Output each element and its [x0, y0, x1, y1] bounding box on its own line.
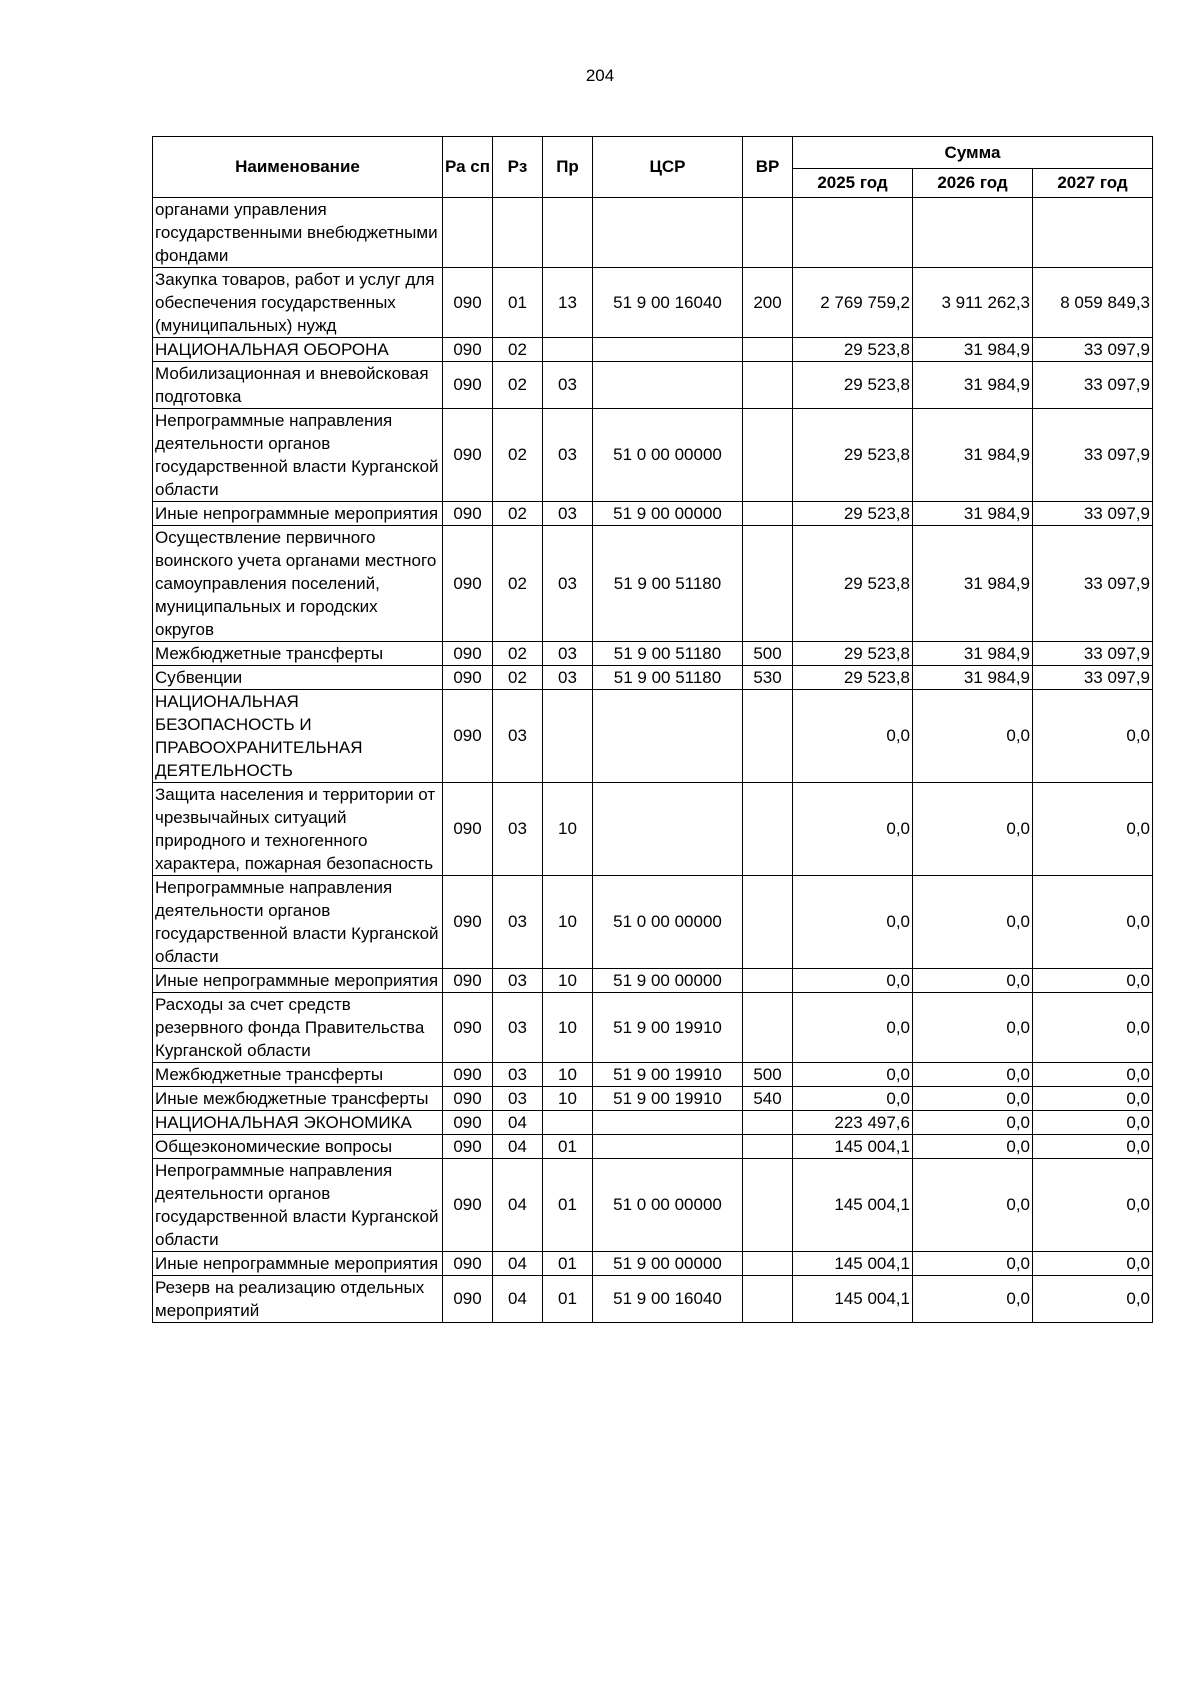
- row-amount-2025: 0,0: [793, 1063, 913, 1087]
- table-row: [153, 362, 1153, 409]
- row-amount-2026: 0,0: [913, 993, 1033, 1063]
- row-pr: 10: [543, 1063, 593, 1087]
- row-name: НАЦИОНАЛЬНАЯ ОБОРОНА: [153, 338, 443, 362]
- table-row: [153, 1063, 1153, 1087]
- row-pr: 01: [543, 1276, 593, 1323]
- row-amount-2027: 33 097,9: [1033, 338, 1153, 362]
- row-csr: 51 0 00 00000: [593, 409, 743, 502]
- row-csr: 51 9 00 19910: [593, 1063, 743, 1087]
- row-pr: 10: [543, 969, 593, 993]
- header-pr: Пр: [543, 137, 593, 198]
- row-pr: 10: [543, 993, 593, 1063]
- budget-table: [152, 136, 1153, 1323]
- row-amount-2027: 0,0: [1033, 1159, 1153, 1252]
- row-amount-2025: 145 004,1: [793, 1135, 913, 1159]
- row-name: Резерв на реализацию отдельных мероприятий: [153, 1276, 443, 1323]
- row-amount-2026: 0,0: [913, 1252, 1033, 1276]
- row-amount-2026: 0,0: [913, 1087, 1033, 1111]
- row-vr: [743, 362, 793, 409]
- row-name: НАЦИОНАЛЬНАЯ ЭКОНОМИКА: [153, 1111, 443, 1135]
- row-amount-2026: 0,0: [913, 783, 1033, 876]
- row-amount-2027: 0,0: [1033, 1111, 1153, 1135]
- row-pr: [543, 1111, 593, 1135]
- row-amount-2025: 29 523,8: [793, 409, 913, 502]
- row-rz: 03: [493, 1087, 543, 1111]
- row-rz: 04: [493, 1252, 543, 1276]
- row-name: Защита населения и территории от чрезвычайных ситуаций природного и техногенного характера, пожарная безопасность: [153, 783, 443, 876]
- row-rz: 02: [493, 338, 543, 362]
- row-amount-2027: 8 059 849,3: [1033, 268, 1153, 338]
- row-amount-2026: 31 984,9: [913, 362, 1033, 409]
- row-rasp: 090: [443, 690, 493, 783]
- row-amount-2025: [793, 198, 913, 268]
- row-amount-2026: 31 984,9: [913, 338, 1033, 362]
- row-amount-2025: 0,0: [793, 690, 913, 783]
- row-amount-2027: [1033, 198, 1153, 268]
- row-rasp: 090: [443, 1063, 493, 1087]
- row-amount-2025: 0,0: [793, 993, 913, 1063]
- row-pr: 10: [543, 876, 593, 969]
- row-name: Общеэкономические вопросы: [153, 1135, 443, 1159]
- row-vr: [743, 1252, 793, 1276]
- row-amount-2026: 0,0: [913, 690, 1033, 783]
- row-rasp: 090: [443, 1276, 493, 1323]
- row-amount-2027: 33 097,9: [1033, 666, 1153, 690]
- row-vr: 500: [743, 642, 793, 666]
- row-name: Иные непрограммные мероприятия: [153, 969, 443, 993]
- row-amount-2025: 145 004,1: [793, 1252, 913, 1276]
- table-row: [153, 642, 1153, 666]
- row-rasp: 090: [443, 1252, 493, 1276]
- row-pr: 03: [543, 666, 593, 690]
- table-body: [153, 198, 1153, 1323]
- header-sum: Сумма: [793, 137, 1153, 169]
- row-amount-2025: 29 523,8: [793, 526, 913, 642]
- row-vr: [743, 876, 793, 969]
- row-rasp: 090: [443, 642, 493, 666]
- header-csr: ЦСР: [593, 137, 743, 198]
- table-row: [153, 690, 1153, 783]
- row-rz: 03: [493, 783, 543, 876]
- row-vr: 500: [743, 1063, 793, 1087]
- row-pr: 01: [543, 1252, 593, 1276]
- row-amount-2026: 0,0: [913, 1063, 1033, 1087]
- row-name: Иные непрограммные мероприятия: [153, 1252, 443, 1276]
- row-name: Закупка товаров, работ и услуг для обеспечения государственных (муниципальных) нужд: [153, 268, 443, 338]
- row-pr: 01: [543, 1135, 593, 1159]
- page-number: 204: [585, 66, 615, 85]
- row-name: Субвенции: [153, 666, 443, 690]
- row-pr: 03: [543, 526, 593, 642]
- row-amount-2025: 0,0: [793, 876, 913, 969]
- row-csr: [593, 1111, 743, 1135]
- row-name: органами управления государственными внебюджетными фондами: [153, 198, 443, 268]
- row-amount-2026: 31 984,9: [913, 666, 1033, 690]
- row-amount-2026: 3 911 262,3: [913, 268, 1033, 338]
- row-vr: [743, 993, 793, 1063]
- row-amount-2027: 33 097,9: [1033, 409, 1153, 502]
- row-amount-2025: 29 523,8: [793, 666, 913, 690]
- row-vr: [743, 969, 793, 993]
- row-vr: [743, 1135, 793, 1159]
- row-vr: [743, 1111, 793, 1135]
- row-amount-2027: 0,0: [1033, 690, 1153, 783]
- table-row: [153, 1159, 1153, 1252]
- row-amount-2027: 0,0: [1033, 783, 1153, 876]
- table-row: [153, 1111, 1153, 1135]
- row-name: Непрограммные направления деятельности органов государственной власти Курганской области: [153, 1159, 443, 1252]
- row-name: Межбюджетные трансферты: [153, 642, 443, 666]
- row-name: Иные межбюджетные трансферты: [153, 1087, 443, 1111]
- header-year-2027: 2027 год: [1033, 169, 1153, 198]
- row-csr: 51 9 00 51180: [593, 526, 743, 642]
- row-rz: 04: [493, 1135, 543, 1159]
- row-vr: [743, 502, 793, 526]
- header-vr: ВР: [743, 137, 793, 198]
- table-header: [153, 137, 1153, 198]
- row-rz: 02: [493, 502, 543, 526]
- row-vr: [743, 690, 793, 783]
- row-amount-2027: 0,0: [1033, 1252, 1153, 1276]
- row-amount-2027: 0,0: [1033, 1087, 1153, 1111]
- row-rz: 02: [493, 642, 543, 666]
- row-rz: 01: [493, 268, 543, 338]
- row-amount-2027: 33 097,9: [1033, 502, 1153, 526]
- header-year-2025: 2025 год: [793, 169, 913, 198]
- row-name: Межбюджетные трансферты: [153, 1063, 443, 1087]
- table-row: [153, 1276, 1153, 1323]
- row-amount-2026: 31 984,9: [913, 502, 1033, 526]
- row-vr: [743, 409, 793, 502]
- row-rasp: 090: [443, 1135, 493, 1159]
- row-amount-2026: 0,0: [913, 1159, 1033, 1252]
- row-amount-2027: 0,0: [1033, 1063, 1153, 1087]
- row-amount-2025: 0,0: [793, 969, 913, 993]
- row-csr: [593, 338, 743, 362]
- table-row: [153, 409, 1153, 502]
- row-amount-2027: 33 097,9: [1033, 526, 1153, 642]
- row-rasp: 090: [443, 666, 493, 690]
- row-amount-2027: 33 097,9: [1033, 642, 1153, 666]
- table-row: [153, 338, 1153, 362]
- row-amount-2026: 0,0: [913, 1111, 1033, 1135]
- row-vr: [743, 338, 793, 362]
- row-rz: 02: [493, 362, 543, 409]
- row-pr: 03: [543, 642, 593, 666]
- table-row: [153, 268, 1153, 338]
- row-rz: 03: [493, 969, 543, 993]
- table-row: [153, 502, 1153, 526]
- row-amount-2025: 0,0: [793, 1087, 913, 1111]
- row-rz: 04: [493, 1276, 543, 1323]
- row-rasp: 090: [443, 362, 493, 409]
- row-amount-2026: 0,0: [913, 969, 1033, 993]
- row-name: Осуществление первичного воинского учета органами местного самоуправления поселений, муниципальных и городских округов: [153, 526, 443, 642]
- row-csr: [593, 198, 743, 268]
- row-amount-2026: 31 984,9: [913, 526, 1033, 642]
- row-amount-2027: 0,0: [1033, 969, 1153, 993]
- row-rasp: 090: [443, 268, 493, 338]
- table-row: [153, 1087, 1153, 1111]
- table-row: [153, 198, 1153, 268]
- row-csr: 51 0 00 00000: [593, 876, 743, 969]
- row-vr: [743, 1276, 793, 1323]
- row-vr: 530: [743, 666, 793, 690]
- row-rasp: 090: [443, 338, 493, 362]
- row-amount-2026: [913, 198, 1033, 268]
- row-vr: 540: [743, 1087, 793, 1111]
- row-csr: 51 9 00 19910: [593, 1087, 743, 1111]
- row-pr: 10: [543, 1087, 593, 1111]
- table-row: [153, 876, 1153, 969]
- row-vr: [743, 198, 793, 268]
- row-csr: [593, 1135, 743, 1159]
- row-csr: 51 9 00 51180: [593, 642, 743, 666]
- row-csr: 51 9 00 51180: [593, 666, 743, 690]
- row-rasp: 090: [443, 876, 493, 969]
- row-rz: 02: [493, 526, 543, 642]
- row-pr: 03: [543, 409, 593, 502]
- header-name: Наименование: [153, 137, 443, 198]
- row-amount-2025: 29 523,8: [793, 338, 913, 362]
- row-csr: 51 9 00 00000: [593, 502, 743, 526]
- row-csr: [593, 690, 743, 783]
- row-vr: [743, 1159, 793, 1252]
- row-pr: 13: [543, 268, 593, 338]
- row-rz: 03: [493, 690, 543, 783]
- row-amount-2026: 0,0: [913, 876, 1033, 969]
- row-rasp: 090: [443, 502, 493, 526]
- row-name: Непрограммные направления деятельности органов государственной власти Курганской области: [153, 876, 443, 969]
- row-amount-2025: 145 004,1: [793, 1159, 913, 1252]
- row-csr: 51 0 00 00000: [593, 1159, 743, 1252]
- row-name: Мобилизационная и вневойсковая подготовка: [153, 362, 443, 409]
- row-rasp: 090: [443, 993, 493, 1063]
- row-pr: [543, 690, 593, 783]
- row-amount-2026: 31 984,9: [913, 642, 1033, 666]
- row-rz: 03: [493, 993, 543, 1063]
- row-csr: 51 9 00 16040: [593, 268, 743, 338]
- row-pr: 03: [543, 502, 593, 526]
- row-amount-2025: 29 523,8: [793, 642, 913, 666]
- row-rasp: 090: [443, 969, 493, 993]
- table-row: [153, 526, 1153, 642]
- row-amount-2026: 0,0: [913, 1276, 1033, 1323]
- row-pr: 03: [543, 362, 593, 409]
- row-rasp: 090: [443, 409, 493, 502]
- row-amount-2026: 0,0: [913, 1135, 1033, 1159]
- row-name: Расходы за счет средств резервного фонда Правительства Курганской области: [153, 993, 443, 1063]
- row-rasp: 090: [443, 1159, 493, 1252]
- row-rz: 02: [493, 409, 543, 502]
- row-name: НАЦИОНАЛЬНАЯ БЕЗОПАСНОСТЬ И ПРАВООХРАНИТЕЛЬНАЯ ДЕЯТЕЛЬНОСТЬ: [153, 690, 443, 783]
- row-rz: 04: [493, 1159, 543, 1252]
- row-vr: [743, 783, 793, 876]
- row-rasp: 090: [443, 783, 493, 876]
- row-rz: 02: [493, 666, 543, 690]
- table-row: [153, 666, 1153, 690]
- row-pr: [543, 338, 593, 362]
- row-amount-2025: 145 004,1: [793, 1276, 913, 1323]
- header-year-2026: 2026 год: [913, 169, 1033, 198]
- row-rz: 03: [493, 1063, 543, 1087]
- row-amount-2027: 0,0: [1033, 993, 1153, 1063]
- row-pr: 10: [543, 783, 593, 876]
- row-rasp: 090: [443, 526, 493, 642]
- row-name: Непрограммные направления деятельности органов государственной власти Курганской области: [153, 409, 443, 502]
- row-amount-2027: 0,0: [1033, 1135, 1153, 1159]
- row-rz: 04: [493, 1111, 543, 1135]
- row-csr: [593, 362, 743, 409]
- row-name: Иные непрограммные мероприятия: [153, 502, 443, 526]
- row-csr: 51 9 00 00000: [593, 1252, 743, 1276]
- header-rz: Рз: [493, 137, 543, 198]
- row-amount-2025: 29 523,8: [793, 362, 913, 409]
- row-amount-2026: 31 984,9: [913, 409, 1033, 502]
- row-amount-2027: 33 097,9: [1033, 362, 1153, 409]
- row-rasp: [443, 198, 493, 268]
- table-row: [153, 969, 1153, 993]
- table-row: [153, 1252, 1153, 1276]
- table-row: [153, 1135, 1153, 1159]
- row-vr: 200: [743, 268, 793, 338]
- row-amount-2025: 0,0: [793, 783, 913, 876]
- row-rz: [493, 198, 543, 268]
- row-csr: 51 9 00 16040: [593, 1276, 743, 1323]
- row-amount-2025: 2 769 759,2: [793, 268, 913, 338]
- table-row: [153, 783, 1153, 876]
- header-rasp: Ра сп: [443, 137, 493, 198]
- row-amount-2027: 0,0: [1033, 1276, 1153, 1323]
- row-vr: [743, 526, 793, 642]
- row-csr: 51 9 00 19910: [593, 993, 743, 1063]
- row-rasp: 090: [443, 1111, 493, 1135]
- row-rasp: 090: [443, 1087, 493, 1111]
- row-pr: [543, 198, 593, 268]
- row-csr: 51 9 00 00000: [593, 969, 743, 993]
- row-rz: 03: [493, 876, 543, 969]
- row-pr: 01: [543, 1159, 593, 1252]
- row-csr: [593, 783, 743, 876]
- table-row: [153, 993, 1153, 1063]
- row-amount-2025: 29 523,8: [793, 502, 913, 526]
- row-amount-2025: 223 497,6: [793, 1111, 913, 1135]
- row-amount-2027: 0,0: [1033, 876, 1153, 969]
